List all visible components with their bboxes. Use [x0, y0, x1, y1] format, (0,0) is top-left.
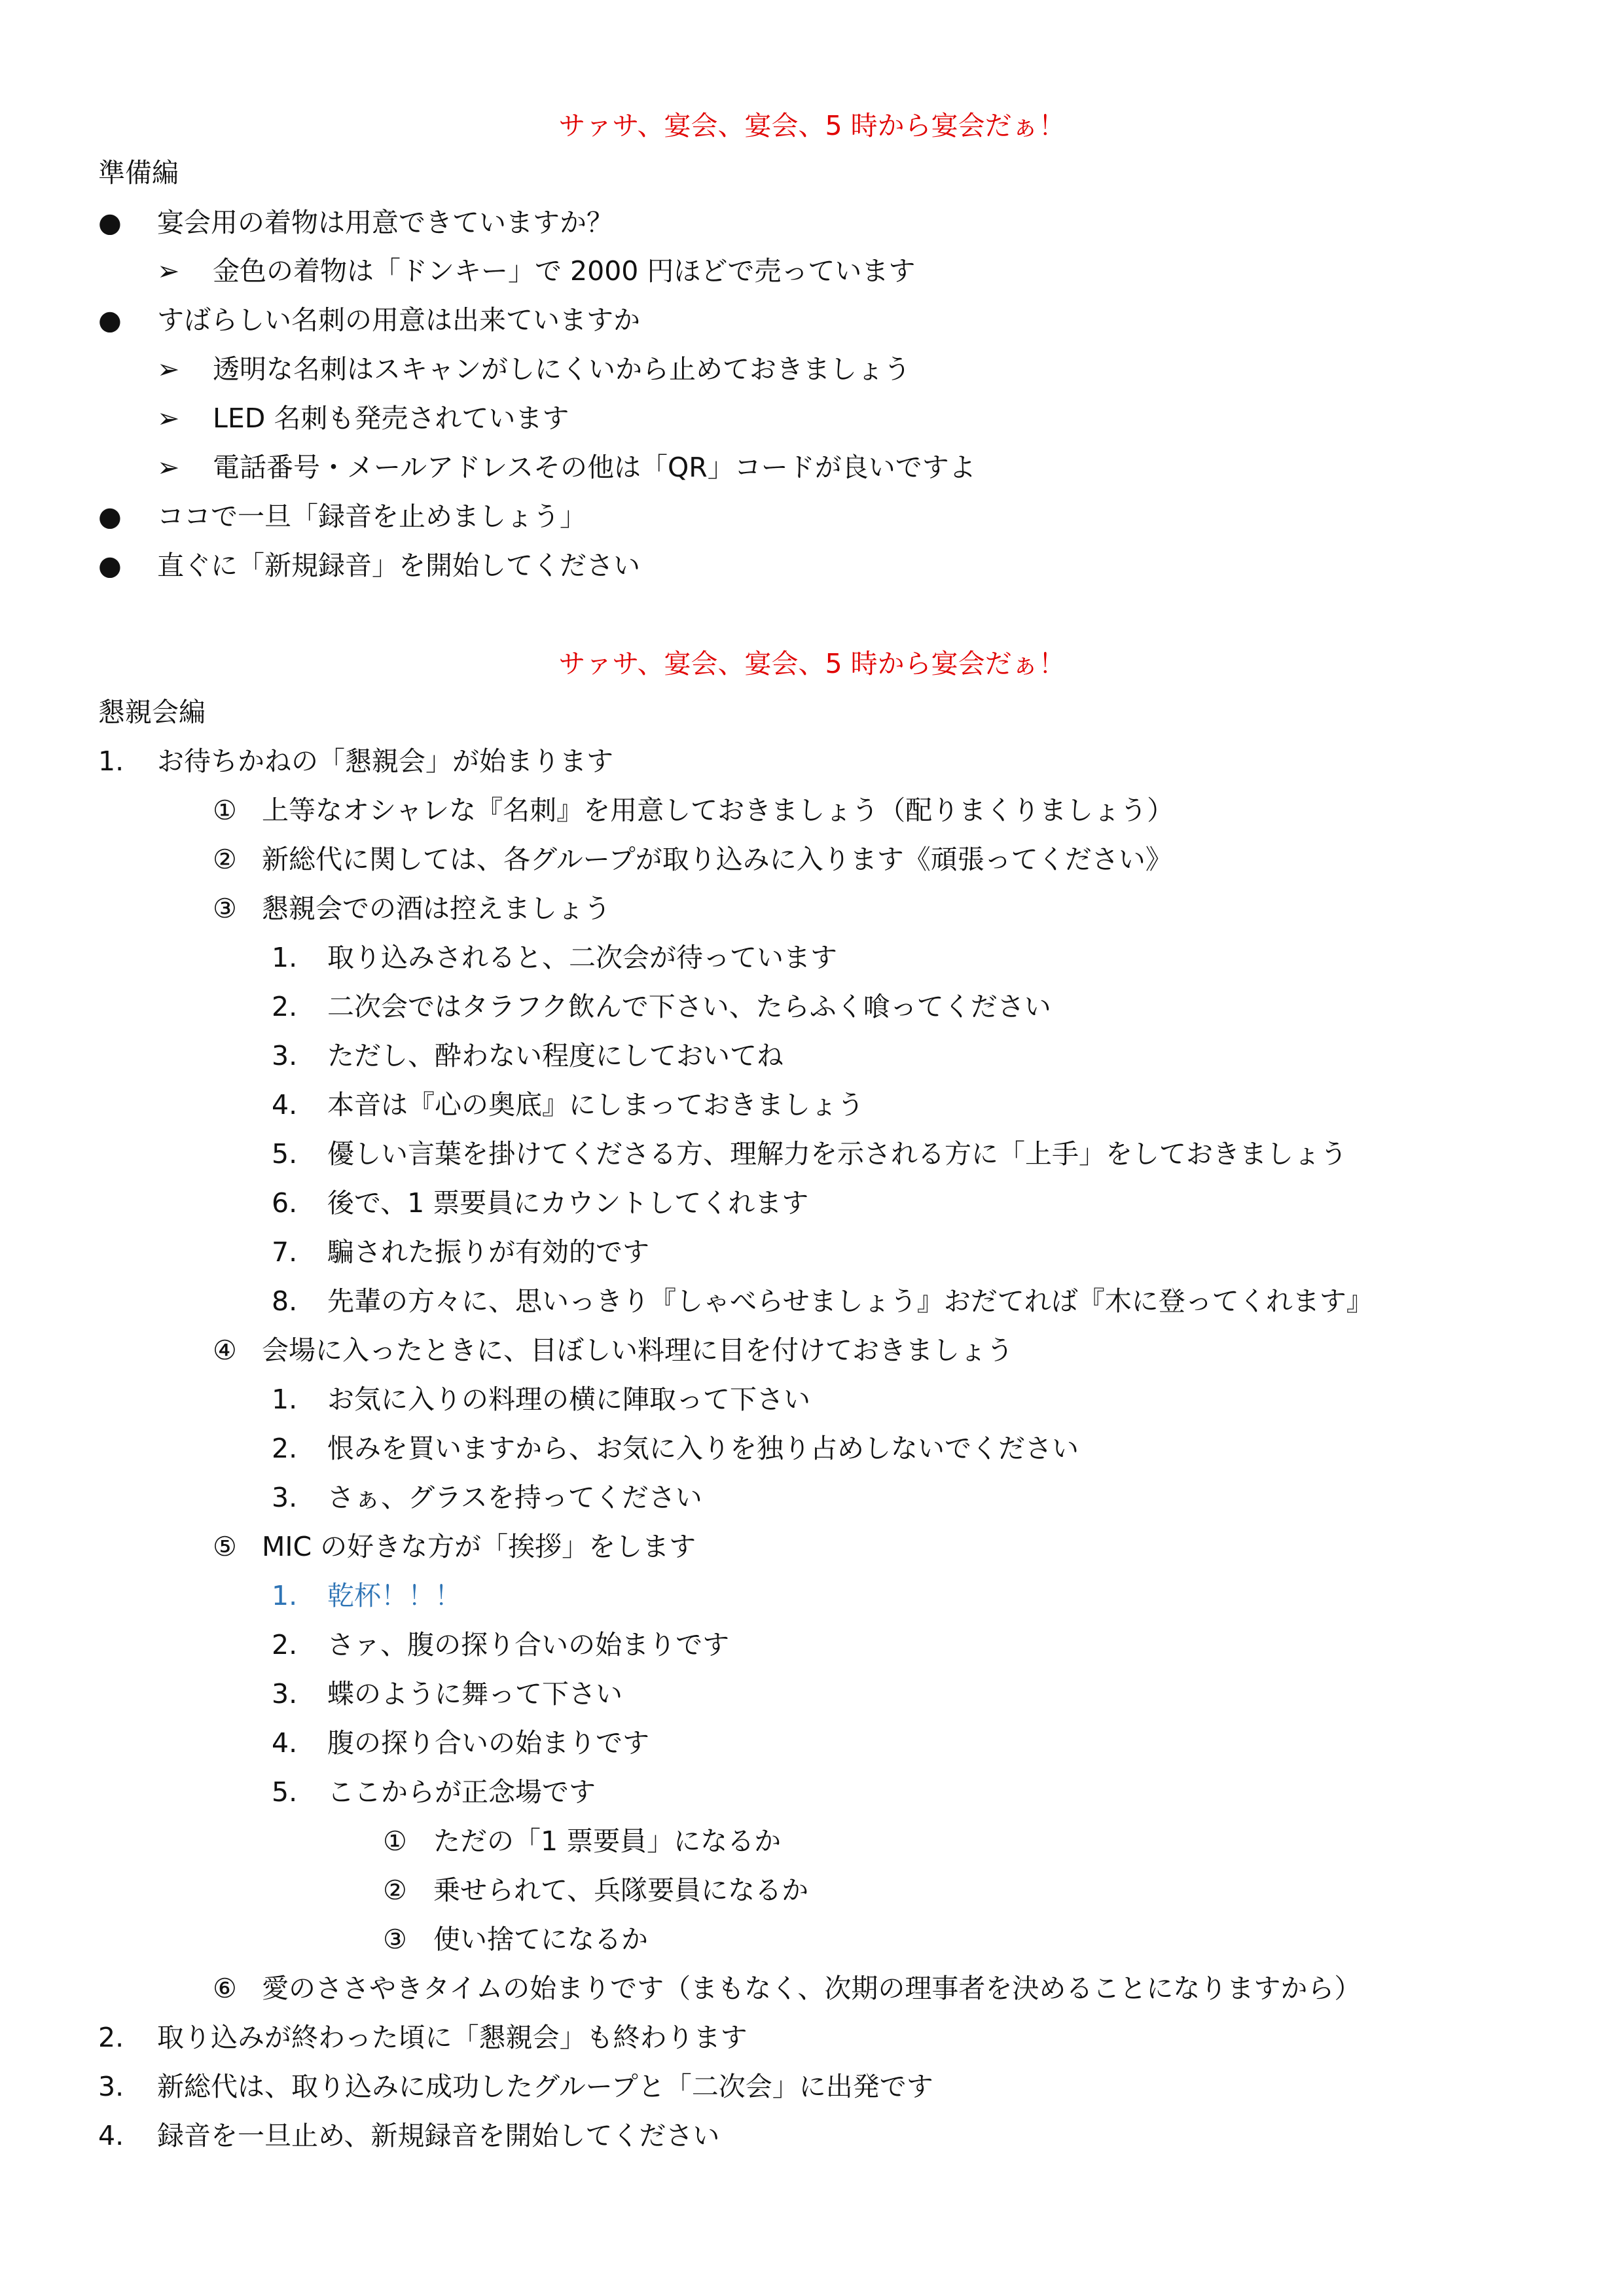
bullet-icon: ● — [98, 501, 122, 532]
bullet-icon: ● — [98, 207, 122, 238]
document-page: サァサ、宴会、宴会、5 時から宴会だぁ！ 準備編 ● 宴会用の着物は用意できていますか？ ➢ 金色の着物は「ドンキー」で 2000 円ほどで売っています ● すばらしい名刺の用意は出来ていますか ➢ 透明な名刺はスキャンがしにくいから止めておきましょう ➢ LED 名刺も発売されています ➢ 電話番号・メールアドレスその他は「QR」コードが良いですよ ● ココで一旦「録音を止めましょう」 ● 直ぐに「新規録音」を開始してください サァサ、宴会、宴会、5 時から宴会だぁ！ 懇親会編 1. お待ちかねの「懇親会」が始まります ① 上等なオシャレな『名刺』を用意しておきましょう（配りまくりましょう） ② 新総代に関しては、各グループが取り込みに入ります《頑張ってください》 ③ 懇親会での酒は控えましょう 1. 取り込みされると、二次会が待っています 2. 二次会ではタラフク飲んで下さい、たらふく喰ってください 3. ただし、酔わない程度にしておいてね 4. 本音は『心の奥底』にしまっておきましょう 5. 優しい言葉を掛けてくださる方、理解力を示される方に「上手」をしておきましょう 6. 後で、1 票要員にカウントしてくれます 7. 騙された振りが有効的です 8. 先輩の方々に、思いっきり『しゃべらせましょう』おだてれば『木に登ってくれます』 ④ 会場に入ったときに、目ぼしい料理に目を付けておきましょう 1. お気に入りの料理の横に陣取って下さい 2. 恨みを買いますから、お気に入りを独り占めしないでください 3. さぁ、グラスを持ってください ⑤ MIC の好きな方が「挨拶」をします 1. 乾杯！！！ 2. さァ、腹の探り合いの始まりです 3. 蝶のように舞って下さい 4. 腹の探り合いの始まりです 5. ここからが正念場です ① ただの「1 票要員」になるか ② 乗せられて、兵隊要員になるか ③ 使い捨てになるか ⑥ 愛のささやきタイムの始まりです（まもなく、次期の理事者を決めることになりますから） 2. 取り込みが終わった頃に「懇親会」も終わります 3. 新総代は、取り込みに成功したグループと「二次会」に出発です 4. 録音を一旦止め、新規録音を開始してください — [0, 0, 1624, 2296]
arrow-bullet-icon: ➢ — [157, 403, 180, 434]
bullet-icon: ● — [98, 304, 122, 336]
bullet-icon: ● — [98, 550, 122, 581]
section1-title: サァサ、宴会、宴会、5 時から宴会だぁ！ — [558, 110, 1066, 141]
arrow-bullet-icon: ➢ — [157, 353, 180, 385]
arrow-bullet-icon: ➢ — [157, 255, 180, 287]
section2-title: サァサ、宴会、宴会、5 時から宴会だぁ！ — [558, 648, 1066, 679]
arrow-bullet-icon: ➢ — [157, 452, 180, 483]
